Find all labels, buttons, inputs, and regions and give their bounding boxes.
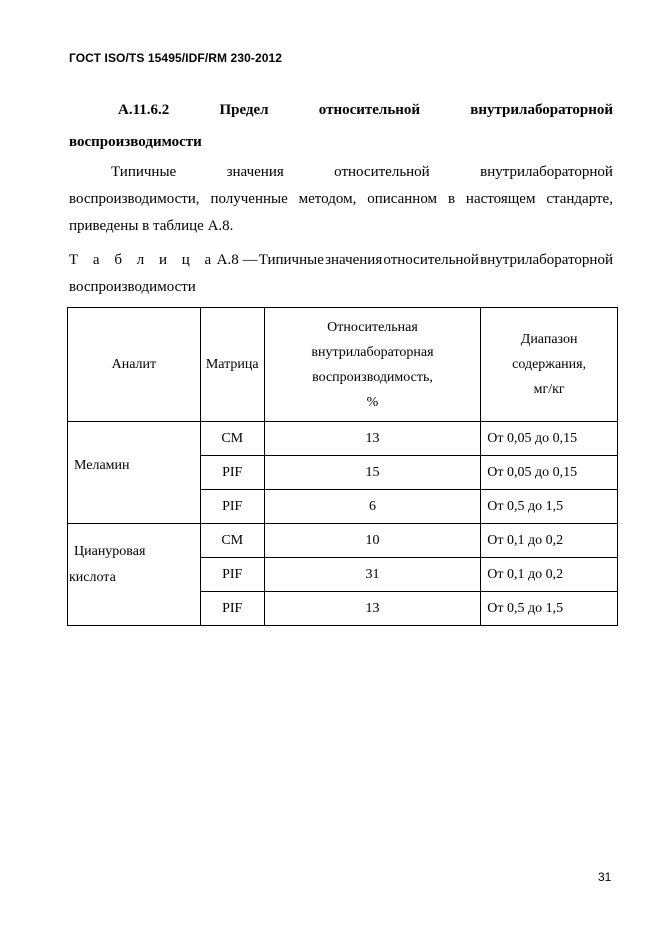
rsd-cell: 15 <box>264 456 481 490</box>
range-cell: От 0,05 до 0,15 <box>481 422 618 456</box>
paragraph-word: настоящем <box>465 191 536 207</box>
paragraph-line-2 <box>69 186 613 213</box>
rsd-cell: 10 <box>264 524 481 558</box>
matrix-cell: СМ <box>200 524 264 558</box>
paragraph-word: методом, <box>298 191 357 207</box>
section-heading <box>69 94 613 158</box>
matrix-cell: PIF <box>200 490 264 524</box>
matrix-cell: PIF <box>200 558 264 592</box>
matrix-cell: PIF <box>200 592 264 626</box>
table-caption <box>69 247 613 301</box>
caption-word: относительной <box>383 252 479 268</box>
header-rsd-line: внутрилабораторная <box>311 344 434 360</box>
section-number: А.11.6.2 <box>118 102 170 118</box>
header-range-line: мг/кг <box>533 382 565 397</box>
header-range-line: содержания, <box>512 357 587 372</box>
paragraph-word: относительной <box>334 164 430 180</box>
caption-label: Т а б л и ц а <box>69 252 217 268</box>
section-title-word: внутрилабораторной <box>470 102 613 118</box>
paragraph-line-1 <box>69 159 613 186</box>
paragraph-word: стандарте, <box>546 191 613 207</box>
table-row <box>68 524 618 558</box>
caption-number: А.8 <box>216 252 239 268</box>
analyte-cell <box>68 422 201 524</box>
page-number: 31 <box>598 870 612 884</box>
paragraph-word: воспроизводимости, <box>69 191 200 207</box>
caption-word: внутрилабораторной <box>480 252 613 268</box>
header-rsd-line: воспроизводимость, <box>312 369 433 385</box>
caption-continuation: воспроизводимости <box>69 279 196 295</box>
header-rsd <box>264 308 481 422</box>
document-header: ГОСТ ISO/TS 15495/IDF/RM 230-2012 <box>69 51 283 65</box>
paragraph-word: внутрилабораторной <box>480 164 613 180</box>
analyte-name-line: кислота <box>69 569 116 585</box>
table-row <box>68 422 618 456</box>
range-cell: От 0,5 до 1,5 <box>481 490 618 524</box>
paragraph-word: Типичные <box>111 164 177 180</box>
section-title-word: относительной <box>318 102 421 118</box>
caption-dash: — <box>242 252 258 268</box>
caption-word: Типичные <box>258 252 324 268</box>
header-matrix: Матрица <box>200 308 264 422</box>
header-range-line: Диапазон <box>520 332 578 347</box>
table-header-row <box>68 308 618 422</box>
reproducibility-table <box>67 307 618 626</box>
analyte-name: Меламин <box>74 457 130 473</box>
caption-label-group <box>69 247 258 274</box>
paragraph-word: в <box>447 191 456 207</box>
paragraph-word: полученные <box>210 191 288 207</box>
range-cell: От 0,5 до 1,5 <box>481 592 618 626</box>
range-cell: От 0,1 до 0,2 <box>481 558 618 592</box>
rsd-cell: 31 <box>264 558 481 592</box>
rsd-cell: 13 <box>264 422 481 456</box>
matrix-cell: PIF <box>200 456 264 490</box>
caption-line-1 <box>69 247 613 274</box>
header-rsd-line: Относительная <box>327 319 418 335</box>
header-range <box>481 308 618 422</box>
section-title-word: Предел <box>219 102 269 118</box>
rsd-cell: 13 <box>264 592 481 626</box>
rsd-cell: 6 <box>264 490 481 524</box>
paragraph-line-3: приведены в таблице А.8. <box>69 218 234 234</box>
analyte-name <box>68 539 200 591</box>
matrix-cell: СМ <box>200 422 264 456</box>
section-heading-line-1 <box>69 94 613 126</box>
caption-word: значения <box>325 252 383 268</box>
section-title-continuation: воспроизводимости <box>69 134 202 150</box>
header-rsd-line: % <box>366 394 379 410</box>
paragraph-word: значения <box>226 164 284 180</box>
body-paragraph <box>69 159 613 240</box>
range-cell: От 0,05 до 0,15 <box>481 456 618 490</box>
analyte-name-line: Циануровая <box>74 543 146 559</box>
header-analyte: Аналит <box>68 308 201 422</box>
range-cell: От 0,1 до 0,2 <box>481 524 618 558</box>
analyte-cell <box>68 524 201 626</box>
paragraph-word: описанном <box>367 191 438 207</box>
